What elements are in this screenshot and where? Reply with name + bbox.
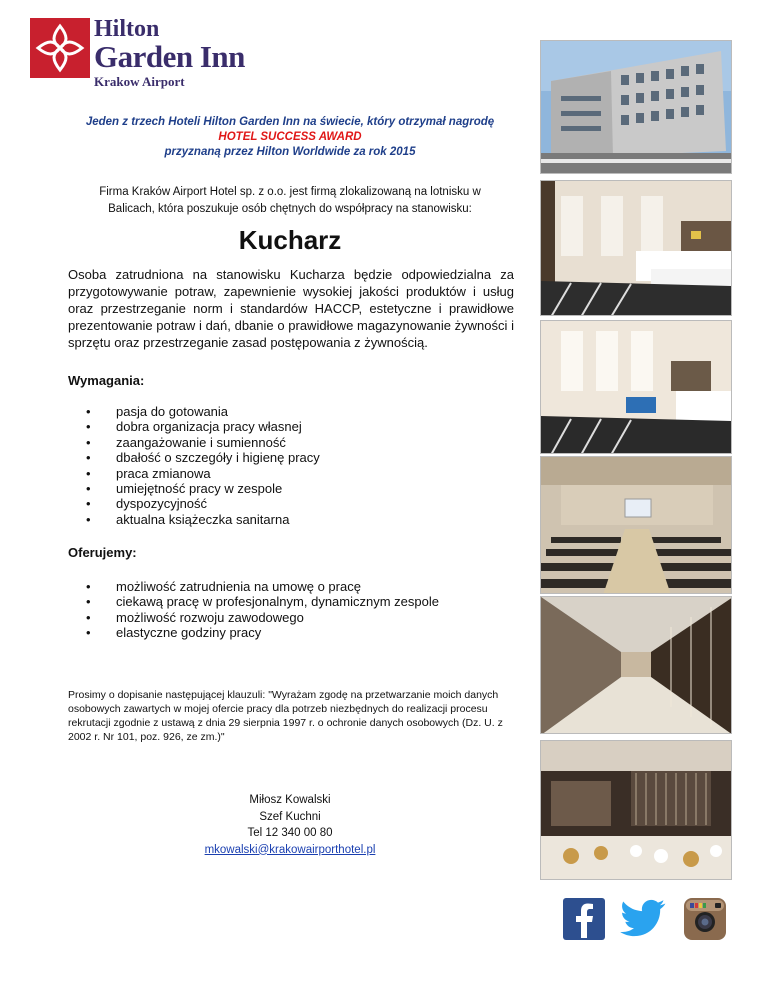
hotel-corridor-photo [540,596,732,734]
list-item: • umiejętność pracy w zespole [86,481,320,496]
list-item: • ciekawą pracę w profesjonalnym, dynamicznym zespole [86,594,439,609]
hotel-logo [30,16,245,89]
intro-line-1: Firma Kraków Airport Hotel sp. z o.o. jest firmą zlokalizowaną na lotnisku w [99,186,481,198]
job-title: Kucharz [238,225,342,255]
restaurant-buffet-photo [540,740,732,880]
instagram-icon[interactable] [684,898,726,940]
list-item: • aktualna książeczka sanitarna [86,512,320,527]
logo-hilton: Hilton [94,16,160,42]
job-description: Osoba zatrudniona na stanowisku Kucharza będzie odpowiedzialna za przygotowywanie potraw, zapewnienie wysokiej jakości produktów i usług oraz przestrzeganie norm i standardów HACCP, estetyczne i prawidłowe prezentowanie potraw i dań, dbanie o prawidłowe magazynowanie żywności i sprzętu oraz przestrzeganie zasad postępowania z żywnością. [68,267,514,350]
award-name: HOTEL SUCCESS AWARD [218,131,362,143]
list-item: • dyspozycyjność [86,496,320,511]
twitter-icon[interactable] [620,898,668,940]
list-item: • dbałość o szczegóły i higienę pracy [86,450,320,465]
contact-role: Szef Kuchni [259,810,321,823]
requirements-list [86,404,320,527]
requirements-heading: Wymagania: [68,373,145,388]
list-item: • dobra organizacja pracy własnej [86,419,320,434]
award-line-1: Jeden z trzech Hoteli Hilton Garden Inn na świecie, który otrzymał nagrodę [85,116,495,128]
contact-block [140,792,440,858]
hotel-room-photo-1 [540,180,732,316]
offer-heading: Oferujemy: [68,545,137,560]
list-item: • zaangażowanie i sumienność [86,435,320,450]
contact-phone: Tel 12 340 00 80 [247,827,333,839]
award-line-3: przyznaną przez Hilton Worldwide za rok 2015 [164,146,416,158]
list-item: • pasja do gotowania [86,404,320,419]
hotel-room-photo-2 [540,320,732,454]
logo-location: Krakow Airport [94,74,185,89]
facebook-icon[interactable] [563,898,605,940]
conference-room-photo [540,456,732,594]
contact-email-link[interactable]: mkowalski@krakowairporthotel.pl [204,843,376,856]
logo-garden-inn: Garden Inn [94,39,245,74]
list-item: • możliwość rozwoju zawodowego [86,610,439,625]
hilton-garden-inn-emblem-icon [30,18,90,78]
consent-clause: Prosimy o dopisanie następującej klauzuli: "Wyrażam zgodę na przetwarzanie moich danych osobowych zawartych w mojej ofercie pracy dla potrzeb niezbędnych do realizacji procesu rekrutacji zgodnie z ustawą z dnia 29 sierpnia 1997 r. o ochronie danych osobowych (Dz. U. z 2002 r. Nr 101, poz. 926, ze zm.)" [68,689,503,743]
list-item: • praca zmianowa [86,466,320,481]
hotel-exterior-photo [540,40,732,174]
offer-list [86,579,439,641]
list-item: • elastyczne godziny pracy [86,625,439,640]
contact-name: Miłosz Kowalski [249,794,331,806]
list-item: • możliwość zatrudnienia na umowę o pracę [86,579,439,594]
intro-line-2: Balicach, która poszukuje osób chętnych do współpracy na stanowisku: [108,203,472,215]
